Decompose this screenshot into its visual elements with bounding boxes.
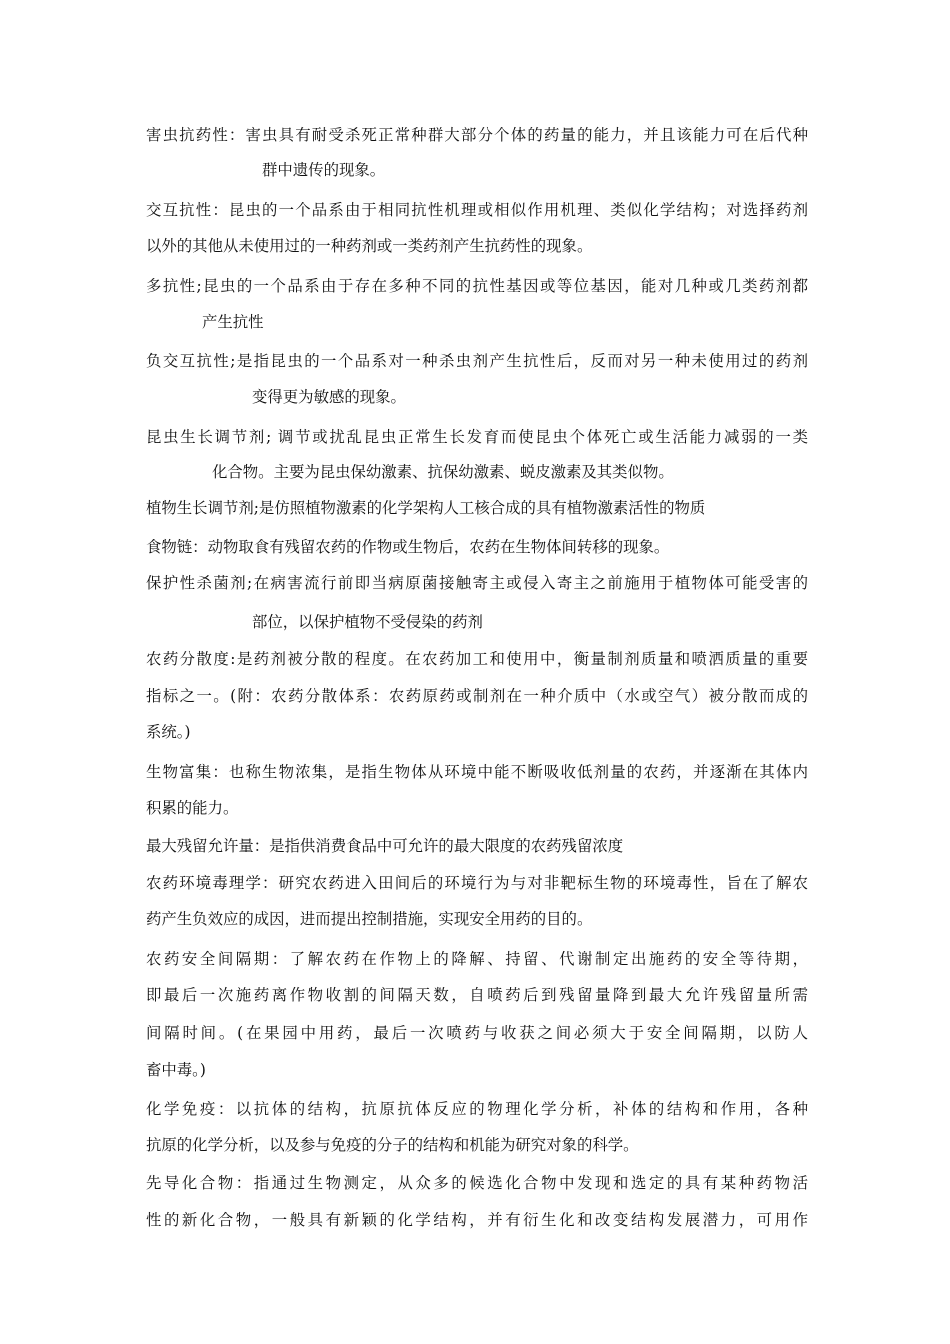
text-line: 交互抗性：昆虫的一个品系由于相同抗性机理或相似作用机理、类似化学结构；对选择药剂 [146, 201, 808, 219]
text-line: 害虫抗药性：害虫具有耐受杀死正常种群大部分个体的药量的能力，并且该能力可在后代种 [146, 126, 808, 144]
text-line: 生物富集：也称生物浓集，是指生物体从环境中能不断吸收低剂量的农药，并逐渐在其体内 [146, 763, 808, 781]
text-line: 食物链：动物取食有残留农药的作物或生物后，农药在生物体间转移的现象。 [146, 538, 670, 556]
text-line: 先导化合物：指通过生物测定，从众多的候选化合物中发现和选定的具有某种药物活 [146, 1174, 808, 1192]
text-line: 畜中毒。) [146, 1061, 206, 1079]
text-line: 多抗性;昆虫的一个品系由于存在多种不同的抗性基因或等位基因，能对几种或几类药剂都 [146, 277, 808, 295]
text-line: 化合物。主要为昆虫保幼激素、抗保幼激素、蜕皮激素及其类似物。 [212, 463, 674, 481]
text-line: 最大残留允许量：是指供消费食品中可允许的最大限度的农药残留浓度 [146, 837, 624, 855]
text-line: 即最后一次施药离作物收割的间隔天数，自喷药后到残留量降到最大允许残留量所需 [146, 986, 808, 1004]
text-line: 农药安全间隔期：了解农药在作物上的降解、持留、代谢制定出施药的安全等待期， [146, 950, 808, 968]
text-line: 积累的能力。 [146, 799, 239, 817]
text-line: 农药分散度:是药剂被分散的程度。在农药加工和使用中，衡量制剂质量和喷洒质量的重要 [146, 650, 808, 668]
text-line: 昆虫生长调节剂; 调节或扰乱昆虫正常生长发育而使昆虫个体死亡或生活能力减弱的一类 [146, 428, 808, 446]
text-line: 指标之一。(附：农药分散体系：农药原药或制剂在一种介质中（水或空气）被分散而成的 [146, 687, 808, 705]
text-line: 间隔时间。(在果园中用药，最后一次喷药与收获之间必须大于安全间隔期，以防人 [146, 1024, 808, 1042]
text-line: 化学免疫：以抗体的结构，抗原抗体反应的物理化学分析，补体的结构和作用，各种 [146, 1100, 808, 1118]
text-line: 群中遗传的现象。 [262, 161, 386, 179]
text-line: 保护性杀菌剂;在病害流行前即当病原菌接触寄主或侵入寄主之前施用于植物体可能受害的 [146, 574, 808, 592]
text-line: 药产生负效应的成因，进而提出控制措施，实现安全用药的目的。 [146, 910, 593, 928]
text-line: 农药环境毒理学：研究农药进入田间后的环境行为与对非靶标生物的环境毒性，旨在了解农 [146, 874, 808, 892]
text-line: 系统。) [146, 723, 191, 741]
text-line: 部位，以保护植物不受侵染的药剂 [252, 613, 483, 631]
text-line: 负交互抗性;是指昆虫的一个品系对一种杀虫剂产生抗性后，反而对另一种未使用过的药剂 [146, 352, 808, 370]
text-line: 性的新化合物，一般具有新颖的化学结构，并有衍生化和改变结构发展潜力，可用作 [146, 1211, 808, 1229]
text-line: 产生抗性 [202, 313, 264, 331]
text-line: 植物生长调节剂;是仿照植物激素的化学架构人工核合成的具有植物激素活性的物质 [146, 499, 706, 517]
text-line: 变得更为敏感的现象。 [252, 388, 406, 406]
text-line: 抗原的化学分析，以及参与免疫的分子的结构和机能为研究对象的科学。 [146, 1136, 639, 1154]
text-line: 以外的其他从未使用过的一种药剂或一类药剂产生抗药性的现象。 [146, 237, 593, 255]
